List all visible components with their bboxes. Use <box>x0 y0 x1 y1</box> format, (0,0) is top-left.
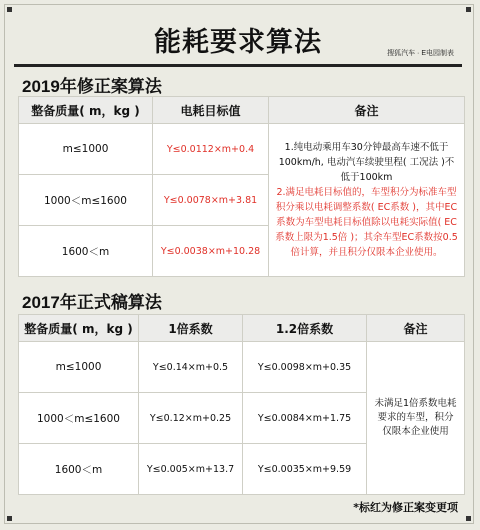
target-cell: Y≤0.0112×m+0.4 <box>153 124 269 175</box>
frame-corner-mark <box>466 516 471 521</box>
table-header-row <box>19 315 465 342</box>
table-2019 <box>18 96 465 277</box>
column-header-note: 备注 <box>269 97 465 124</box>
column-header-mass: 整备质量( m，kg ) <box>19 97 153 124</box>
coef-1x-cell: Y≤0.14×m+0.5 <box>139 342 243 393</box>
note-cell: 未满足1倍系数电耗要求的车型，积分仅限本企业使用 <box>367 342 465 495</box>
coef-1-2x-cell: Y≤0.0084×m+1.75 <box>243 393 367 444</box>
mass-cell: 1000＜m≤1600 <box>19 393 139 444</box>
table-row <box>19 342 465 393</box>
coef-1x-cell: Y≤0.12×m+0.25 <box>139 393 243 444</box>
column-header-note: 备注 <box>367 315 465 342</box>
mass-cell: 1600＜m <box>19 226 153 277</box>
coef-1-2x-cell: Y≤0.0098×m+0.35 <box>243 342 367 393</box>
note-general: 1.纯电动乘用车30分钟最高车速不低于100km/h, 电动汽车续驶里程( 工况法 )不低于100km <box>278 142 455 183</box>
target-cell: Y≤0.0038×m+10.28 <box>153 226 269 277</box>
mass-cell: 1000＜m≤1600 <box>19 175 153 226</box>
title-divider <box>14 64 462 67</box>
column-header-coef-1-2x: 1.2倍系数 <box>243 315 367 342</box>
mass-cell: 1600＜m <box>19 444 139 495</box>
page-header <box>14 16 462 66</box>
coef-1x-cell: Y≤0.005×m+13.7 <box>139 444 243 495</box>
coef-1-2x-cell: Y≤0.0035×m+9.59 <box>243 444 367 495</box>
source-credit: 搜狐汽车 · E电园制表 <box>387 50 454 57</box>
table-2017 <box>18 314 465 495</box>
table-row <box>19 124 465 175</box>
page-title: 能耗要求算法 <box>154 27 322 58</box>
frame-corner-mark <box>7 516 12 521</box>
note-ec-rule: 2.满足电耗目标值的，车型积分为标准车型积分乘以电耗调整系数( EC系数 )，其中EC系数为车型电耗目标值除以电耗实际值( EC系数上限为1.5倍 )；其余车型EC系数按0.5倍计算，并且积分仅限本企业使用。 <box>275 187 458 258</box>
section-title-2017: 2017年正式稿算法 <box>22 293 162 312</box>
note-cell <box>269 124 465 277</box>
section-title-2019: 2019年修正案算法 <box>22 77 162 96</box>
column-header-mass: 整备质量( m，kg ) <box>19 315 139 342</box>
mass-cell: m≤1000 <box>19 124 153 175</box>
table-header-row <box>19 97 465 124</box>
target-cell: Y≤0.0078×m+3.81 <box>153 175 269 226</box>
mass-cell: m≤1000 <box>19 342 139 393</box>
frame-corner-mark <box>466 7 471 12</box>
column-header-coef-1x: 1倍系数 <box>139 315 243 342</box>
frame-corner-mark <box>7 7 12 12</box>
footnote: *标红为修正案变更项 <box>353 501 458 514</box>
column-header-target: 电耗目标值 <box>153 97 269 124</box>
